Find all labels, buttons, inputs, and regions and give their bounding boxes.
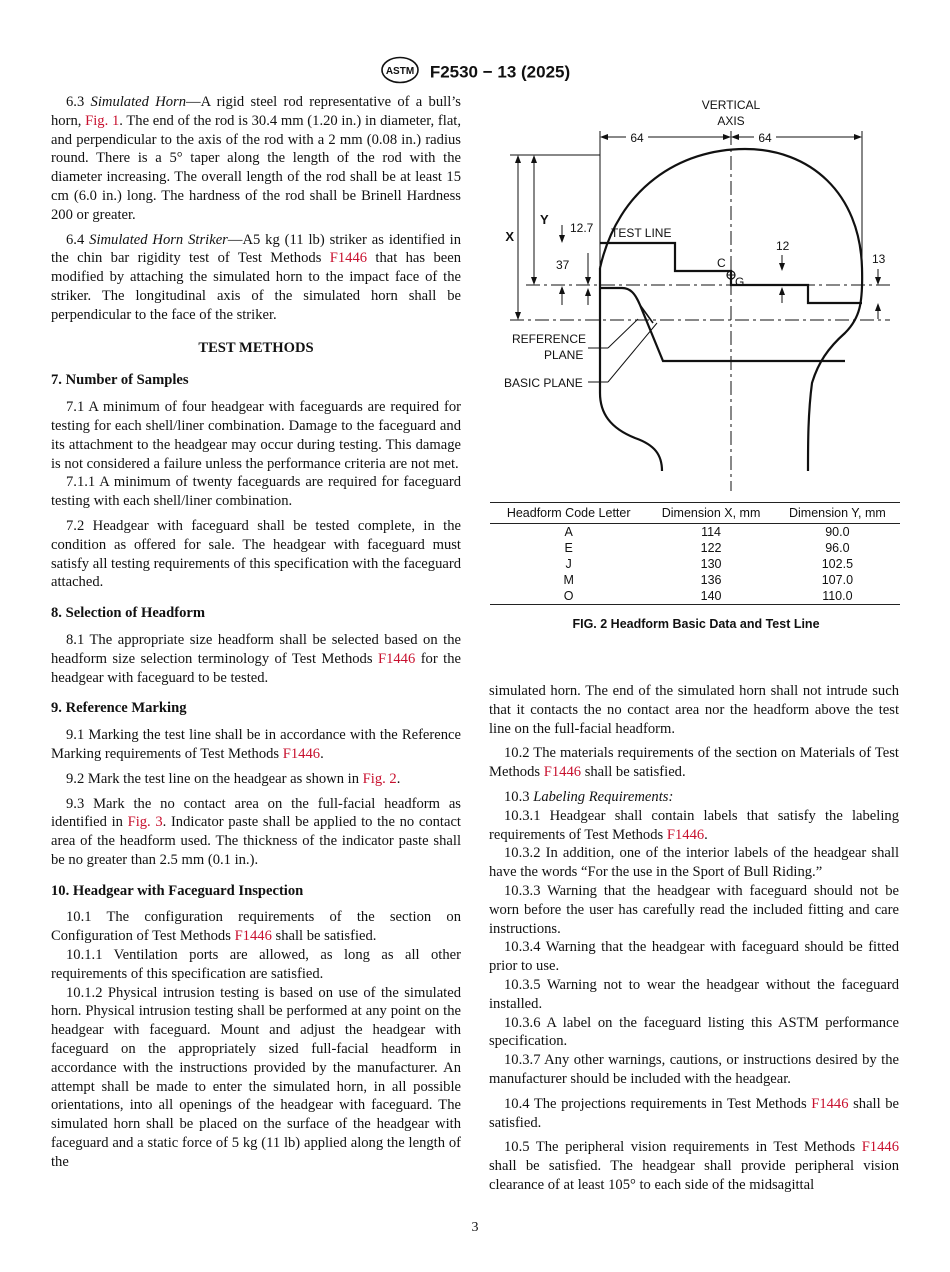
ref-f1446[interactable]: F1446 [234,928,272,945]
svg-text:ASTM: ASTM [385,66,414,77]
table-cell: M [563,573,574,587]
right-column [489,682,899,1195]
table-row [490,572,900,588]
para-10-3-2: 10.3.2 In addition, one of the interior labels of the headgear shall have the words “For the use in the Sport of Bull Riding.” [489,845,899,881]
table-cell: 130 [700,557,722,571]
svg-text:AXIS: AXIS [717,114,745,128]
para-7-2: 7.2 Headgear with faceguard shall be tested complete, in the condition as offered for sale. The headgear with faceguard must satisfy all testing requirements of this specification with the faceguard attached. [51,517,461,591]
page-header [0,56,950,89]
section-heading-7: 7. Number of Samples [51,372,189,389]
svg-text:BASIC PLANE: BASIC PLANE [504,376,583,390]
para-7-1-1: 7.1.1 A minimum of twenty faceguards are required for faceguard testing with each shell/liner combination. [51,474,461,510]
para-10-3: 10.3 Labeling Requirements: [504,788,674,805]
headform-table [490,502,900,605]
headform-diagram [490,93,902,498]
svg-text:G: G [735,275,745,289]
ref-fig-2[interactable]: Fig. 2 [362,770,397,787]
para-10-1-2-continued: simulated horn. The end of the simulated horn shall not intrude such that it contacts the no contact area nor the headform above the test line on the full-facial headform. [489,683,899,737]
para-9-2: 9.2 Mark the test line on the headgear as shown in Fig. 2. [66,770,401,787]
svg-text:64: 64 [630,131,644,145]
table-cell: E [564,541,573,555]
ref-fig-3[interactable]: Fig. 3 [127,814,163,831]
para-9-3: 9.3 Mark the no contact area on the full-facial headform as identified in Fig. 3. Indicator paste shall be applied to the no contact area of the headform used. The thickness of the indicator paste shall be no greater than 2.5 mm (0.1 in.). [51,795,461,868]
figure-2 [490,93,902,631]
svg-text:37: 37 [556,258,570,272]
para-10-1-2: 10.1.2 Physical intrusion testing is based on use of the simulated horn. Physical intrusion testing shall be performed at any point on the headgear with faceguard. Mount and adjust the headgear with faceguard on the appropriately sized full-facial headform in accordance with the instructions provided by the manufacturer. An attempt shall be made to enter the simulated horn, in all possible orientations, into all openings of the headgear with faceguard. The simulated horn shall be placed on the surface of the headgear with faceguard and a static force of 5 kg (11 lb) applied along the length of the [51,984,461,1170]
ref-f1446[interactable]: F1446 [282,745,321,762]
para-6-3: 6.3 Simulated Horn—A rigid steel rod representative of a bull’s horn, Fig. 1. The end of the rod is 30.4 mm (1.20 in.) in diameter, flat, and perpendicular to the axis of the rod with a 2 mm (0.08 in.) radius round. There is a 5° taper along the length of the rod with the diameter increasing. The overall length of the rod shall be at least 15 cm (6.0 in.) long. The hardness of the rod shall be Brinell Hardness 200 or greater. [51,94,461,223]
table-header: Headform Code Letter [490,503,647,524]
para-10-3-5: 10.3.5 Warning not to wear the headgear without the faceguard installed. [489,976,899,1012]
table-cell: 122 [700,541,722,555]
para-10-3-1: 10.3.1 Headgear shall contain labels that satisfy the labeling requirements of Test Methods F1446. [489,807,899,843]
ref-f1446[interactable]: F1446 [377,650,416,667]
svg-text:12: 12 [776,239,790,253]
table-cell: 102.5 [821,557,854,571]
svg-text:PLANE: PLANE [544,348,584,362]
table-cell: 140 [647,588,774,605]
left-column [51,93,461,1172]
section-heading-10: 10. Headgear with Faceguard Inspection [51,882,304,899]
para-10-3-4: 10.3.4 Warning that the headgear with faceguard should be fitted prior to use. [489,939,899,975]
para-10-2: 10.2 The materials requirements of the section on Materials of Test Methods F1446 shall be satisfied. [489,745,899,781]
table-cell: 96.0 [825,541,850,555]
para-6-4: 6.4 Simulated Horn Striker—A5 kg (11 lb) striker as identified in the chin bar rigidity test of Test Methods F1446 that has been modified by attaching the simulated horn to the impact face of the striker. The longitudinal axis of the simulated horn shall be perpendicular to the face of the striker. [51,231,461,323]
ref-fig-1[interactable]: Fig. 1 [85,112,120,129]
table-row [490,524,900,541]
ref-f1446[interactable]: F1446 [543,764,582,781]
table-header-row [490,503,900,524]
table-cell: 136 [700,573,722,587]
ref-f1446[interactable]: F1446 [329,250,368,267]
svg-text:VERTICAL: VERTICAL [701,98,761,112]
svg-text:X: X [505,229,514,244]
section-heading-8: 8. Selection of Headform [51,605,206,622]
table-header: Dimension Y, mm [775,503,900,524]
table-row [490,588,900,605]
svg-text:TEST LINE: TEST LINE [611,226,672,240]
para-10-3-3: 10.3.3 Warning that the headgear with faceguard should not be worn before the user has carefully read the included fitting and care instructions. [489,882,899,937]
para-10-1-1: 10.1.1 Ventilation ports are allowed, as long as all other requirements of this specification are satisfied. [51,947,461,982]
para-7-1: 7.1 A minimum of four headgear with faceguards are required for testing for each shell/liner combination. Damage to the faceguard and its attachment to the headgear may occur during testing. This damage is not considered a failure unless the performance criteria are not met. [51,399,461,472]
table-header: Dimension X, mm [647,503,774,524]
table-cell: 90.0 [825,525,850,539]
ref-f1446[interactable]: F1446 [666,826,705,843]
para-8-1: 8.1 The appropriate size headform shall be selected based on the headform size selection terminology of Test Methods F1446 for the headgear with faceguard to be tested. [51,631,461,686]
para-10-3-7: 10.3.7 Any other warnings, cautions, or instructions desired by the manufacturer should be included with the headgear. [489,1052,899,1087]
para-10-5: 10.5 The peripheral vision requirements in Test Methods F1446 shall be satisfied. The headgear shall provide peripheral vision clearance of at least 105° to each side of the midsagittal [489,1139,899,1193]
para-10-3-6: 10.3.6 A label on the faceguard listing this ASTM performance specification. [489,1014,899,1050]
table-row [490,540,900,556]
page-number: 3 [471,1220,479,1235]
svg-text:12.7: 12.7 [570,221,594,235]
table-cell: A [564,525,573,539]
svg-text:13: 13 [872,252,886,266]
ref-f1446[interactable]: F1446 [861,1139,899,1156]
para-9-1: 9.1 Marking the test line shall be in accordance with the Reference Marking requirements of Test Methods F1446. [51,727,461,762]
figure-caption: FIG. 2 Headform Basic Data and Test Line [572,617,820,631]
svg-text:64: 64 [758,131,772,145]
table-cell: O [490,588,647,605]
table-cell: 107.0 [821,573,854,587]
table-cell: 114 [701,525,722,539]
para-10-1: 10.1 The configuration requirements of the section on Configuration of Test Methods F1446 shall be satisfied. [51,909,461,945]
para-10-4: 10.4 The projections requirements in Test Methods F1446 shall be satisfied. [489,1095,899,1131]
svg-text:C: C [717,256,726,270]
table-cell: J [565,557,572,571]
section-heading-test-methods: TEST METHODS [198,339,314,356]
table-cell: 110.0 [775,588,900,605]
svg-text:Y: Y [540,212,549,227]
ref-f1446[interactable]: F1446 [811,1095,849,1112]
svg-text:REFERENCE: REFERENCE [512,332,587,346]
section-heading-9: 9. Reference Marking [51,700,187,717]
document-code: F2530 − 13 (2025) [429,62,571,82]
astm-logo-icon [380,56,420,89]
table-row [490,556,900,572]
